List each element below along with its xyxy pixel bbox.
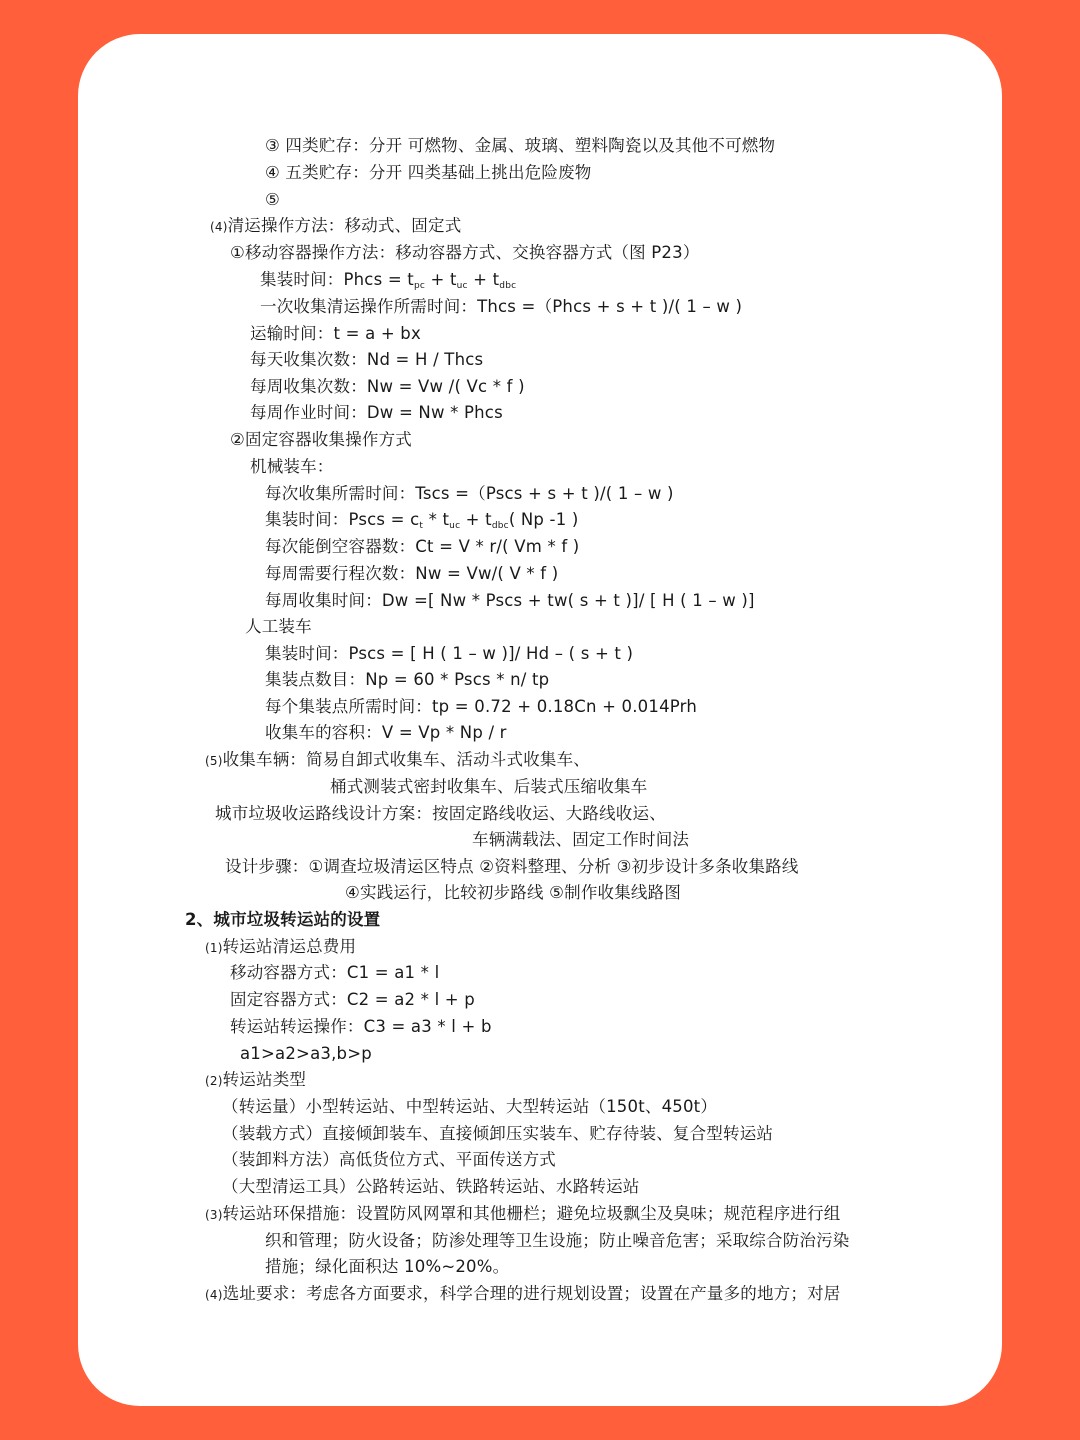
- tscs-formula: 每次收集所需时间：Tscs =（Pscs + s + t )/( 1 – w ): [265, 484, 674, 503]
- route-design-plan: 城市垃圾收运路线设计方案：按固定路线收运、大路线收运、: [215, 804, 666, 823]
- design-steps: 设计步骤：①调查垃圾清运区特点 ②资料整理、分析 ③初步设计多条收集路线: [225, 857, 799, 876]
- c3-formula: 转运站转运操作：C3 = a3 * l + b: [230, 1017, 492, 1036]
- nw-formula: 每周收集次数：Nw = Vw /( Vc * f ): [250, 377, 525, 396]
- dw-formula: 每周作业时间：Dw = Nw * Phcs: [250, 403, 503, 422]
- manual-loading-label: 人工装车: [245, 617, 312, 636]
- pscs-formula: 集装时间：Pscs = $c_t * t_{uc} + t_{dbc}$( Np -1 ): [265, 510, 579, 531]
- transport-time-formula: 运输时间：t = a + bx: [250, 324, 421, 343]
- ct-formula: 每次能倒空容器数：Ct = V * r/( Vm * f ): [265, 537, 580, 556]
- type-by-unloading: （装卸料方法）高低货位方式、平面传送方式: [222, 1150, 556, 1169]
- fixed-container-method: ②固定容器收集操作方式: [230, 430, 412, 449]
- mechanical-loading-label: 机械装车：: [250, 457, 334, 476]
- environmental-measures-cont-2: 措施；绿化面积达 10%~20%。: [265, 1257, 510, 1276]
- dw-collection-formula: 每周收集时间：Dw =[ Nw * Pscs + tw( s + t )]/ [ H ( 1 – w )]: [265, 591, 755, 610]
- storage-type-5: ⑤: [265, 190, 280, 209]
- design-steps-continued: ④实践运行，比较初步路线 ⑤制作收集线路图: [345, 883, 682, 902]
- c2-formula: 固定容器方式：C2 = a2 * l + p: [230, 990, 475, 1009]
- storage-type-3: ③ 四类贮存：分开 可燃物、金属、玻璃、塑料陶瓷以及其他不可燃物: [265, 136, 776, 155]
- environmental-measures: (3)转运站环保措施：设置防风网罩和其他栅栏；避免垃圾飘尘及臭味；规范程序进行组: [205, 1204, 841, 1223]
- phcs-formula: 集装时间：Phcs = $t_{pc} + t_{uc} + t_{dbc}$: [260, 270, 517, 291]
- np-formula: 集装点数目：Np = 60 * Pscs * n/ tp: [265, 670, 550, 689]
- section-4-heading: (4)清运操作方法：移动式、固定式: [210, 216, 462, 235]
- type-by-transport: （大型清运工具）公路转运站、铁路转运站、水路转运站: [222, 1177, 640, 1196]
- type-by-volume: （转运量）小型转运站、中型转运站、大型转运站（150t、450t）: [222, 1097, 718, 1116]
- transfer-cost-heading: (1)转运站清运总费用: [205, 937, 357, 956]
- type-by-loading: （装载方式）直接倾卸装车、直接倾卸压实装车、贮存待装、复合型转运站: [222, 1124, 774, 1143]
- pscs-manual-formula: 集装时间：Pscs = [ H ( 1 – w )]/ Hd – ( s + t ): [265, 644, 634, 663]
- site-selection-requirements: (4)选址要求：考虑各方面要求，科学合理的进行规划设置；设置在产量多的地方；对居: [205, 1284, 841, 1303]
- nw-trip-formula: 每周需要行程次数：Nw = Vw/( V * f ): [265, 564, 559, 583]
- route-design-continued: 车辆满载法、固定工作时间法: [472, 830, 690, 849]
- section-2-heading: 2、城市垃圾转运站的设置: [185, 910, 381, 929]
- thcs-formula: 一次收集清运操作所需时间：Thcs =（Phcs + s + t )/( 1 – w ): [260, 297, 743, 316]
- cost-comparison: a1>a2>a3,b>p: [240, 1044, 372, 1063]
- vehicle-volume-formula: 收集车的容积：V = Vp * Np / r: [265, 723, 507, 742]
- vehicles-continued: 桶式测装式密封收集车、后装式压缩收集车: [330, 777, 648, 796]
- storage-type-4: ④ 五类贮存：分开 四类基础上挑出危险废物: [265, 163, 592, 182]
- environmental-measures-cont-1: 织和管理；防火设备；防渗处理等卫生设施；防止噪音危害；采取综合防治污染: [265, 1231, 850, 1250]
- nd-formula: 每天收集次数：Nd = H / Thcs: [250, 350, 484, 369]
- transfer-types-heading: (2)转运站类型: [205, 1070, 307, 1089]
- c1-formula: 移动容器方式：C1 = a1 * l: [230, 963, 440, 982]
- mobile-container-method: ①移动容器操作方法：移动容器方式、交换容器方式（图 P23）: [230, 243, 700, 262]
- document-card: [78, 34, 1002, 1406]
- tp-formula: 每个集装点所需时间：tp = 0.72 + 0.18Cn + 0.014Prh: [265, 697, 697, 716]
- section-5-vehicles: (5)收集车辆：简易自卸式收集车、活动斗式收集车、: [205, 750, 591, 769]
